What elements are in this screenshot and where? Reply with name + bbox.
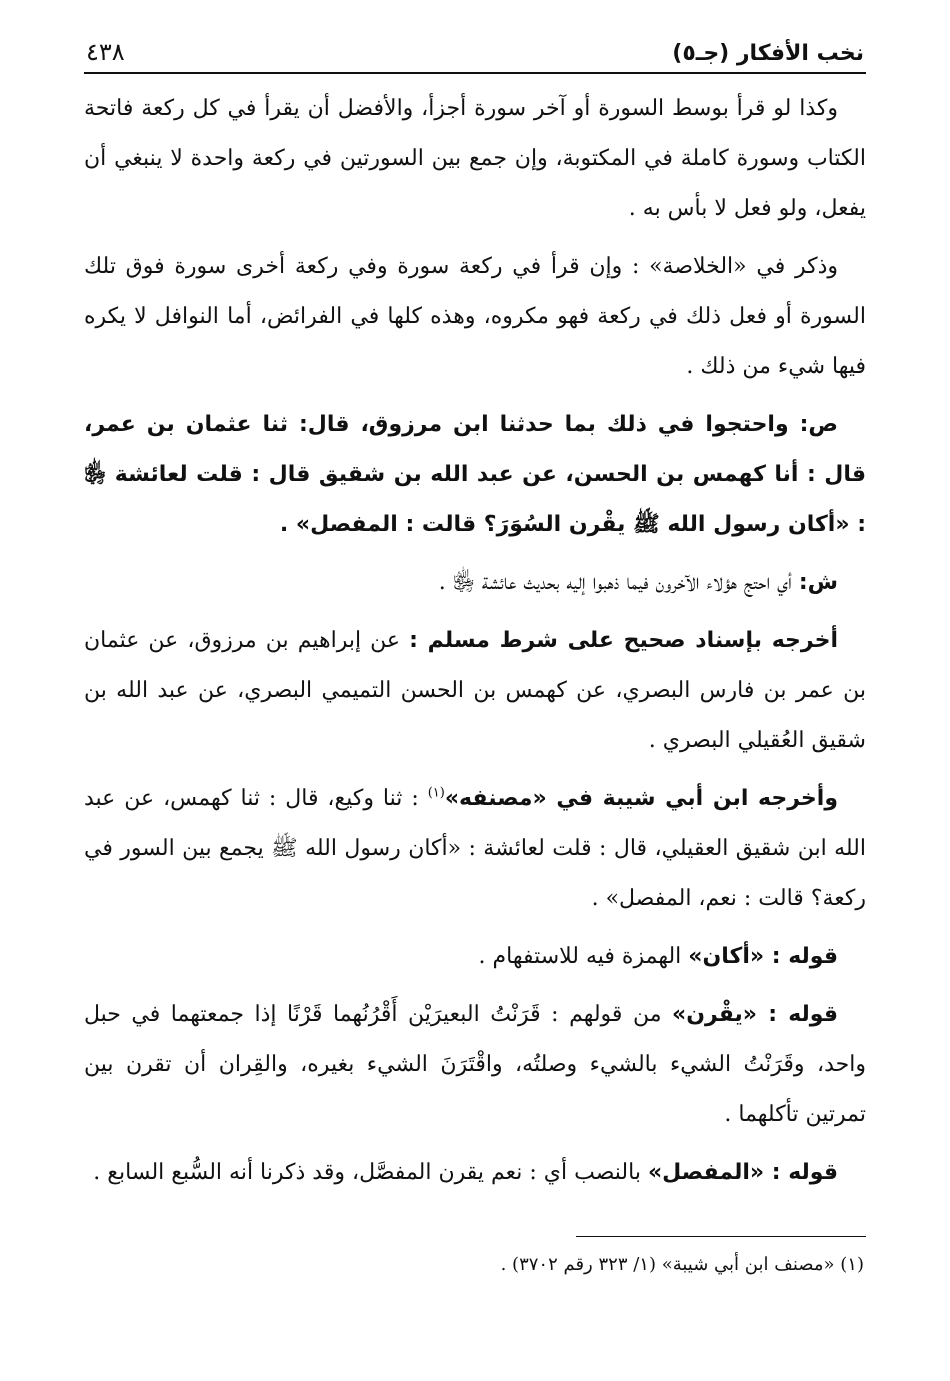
paragraph-lead: وأخرجه ابن أبي شيبة في «مصنفه» (444, 786, 838, 811)
running-title: نخب الأفكار (جـ٥) (672, 41, 864, 66)
footnote: (١) «مصنف ابن أبي شيبة» (١/ ٣٢٣ رقم ٣٧٠٢) . (500, 1254, 864, 1275)
hadith-text: ص: واحتجوا في ذلك بما حدثنا ابن مرزوق، قال: ثنا عثمان بن عمر، قال : أنا كهمس بن الحسن، عن عبد الله بن شقيق قال : قلت لعائشة ﵂ : «أكان رسول الله ﷺ يقْرن السُوَرَ؟ قالت : المفصل» . (84, 412, 866, 537)
paragraph-lead: قوله : «المفصل» (647, 1160, 838, 1185)
paragraph-lead: قوله : «يقْرن» (672, 1002, 838, 1027)
paragraph (84, 558, 866, 608)
running-header (84, 28, 866, 74)
footnote-reference[interactable]: (١) (427, 785, 445, 801)
paragraph-lead: ش: (798, 570, 838, 595)
paragraph (84, 1148, 866, 1198)
paragraph-body: أي احتج هؤلاء الآخرون فيما ذهبوا إليه بحديث عائشة ﵂ . (438, 570, 799, 595)
page (84, 28, 866, 1206)
paragraph-body: الهمزة فيه للاستفهام . (478, 944, 689, 969)
paragraph (84, 990, 866, 1140)
paragraph-body: من قولهم : قَرَنْتُ البعيرَيْن أَقْرُنُهما قَرْنًا إذا جمعتهما في حبل واحد، وقَرَنْتُ الشيء بالشيء وصلتُه، واقْتَرَنَ الشيء بغيره، والقِران أن تقرن بين تمرتين تأكلهما . (84, 1002, 866, 1127)
paragraph: وذكر في «الخلاصة» : وإن قرأ في ركعة سورة وفي ركعة أخرى سورة فوق تلك السورة أو فعل ذلك في ركعة فهو مكروه، وهذه كلها في الفرائض، أما النوافل لا يكره فيها شيء من ذلك . (84, 254, 866, 379)
main-text (84, 84, 866, 1198)
paragraph-body: : ثنا وكيع، قال : ثنا كهمس، عن عبد الله ابن شقيق العقيلي، قال : قلت لعائشة : «أكان رسول الله ﷺ يجمع بين السور في ركعة؟ قالت : نعم، المفصل» . (84, 786, 866, 911)
paragraph-body: بالنصب أي : نعم يقرن المفصَّل، وقد ذكرنا أنه السُّبع السابع . (93, 1160, 648, 1185)
paragraph-lead: أخرجه بإسناد صحيح على شرط مسلم : (409, 628, 838, 653)
paragraph (84, 774, 866, 924)
footnote-divider (576, 1236, 866, 1237)
paragraph-lead: قوله : «أكان» (688, 944, 838, 969)
paragraph-body: عن إبراهيم بن مرزوق، عن عثمان بن عمر بن فارس البصري، عن كهمس بن الحسن التميمي البصري، عن عبد الله بن شقيق العُقيلي البصري . (84, 628, 866, 753)
page-number: ٤٣٨ (86, 38, 125, 66)
paragraph (84, 932, 866, 982)
paragraph: وكذا لو قرأ بوسط السورة أو آخر سورة أجزأ، والأفضل أن يقرأ في كل ركعة فاتحة الكتاب وسورة كاملة في المكتوبة، وإن جمع بين السورتين في ركعة واحدة لا ينبغي أن يفعل، ولو فعل لا بأس به . (84, 96, 866, 221)
paragraph (84, 616, 866, 766)
